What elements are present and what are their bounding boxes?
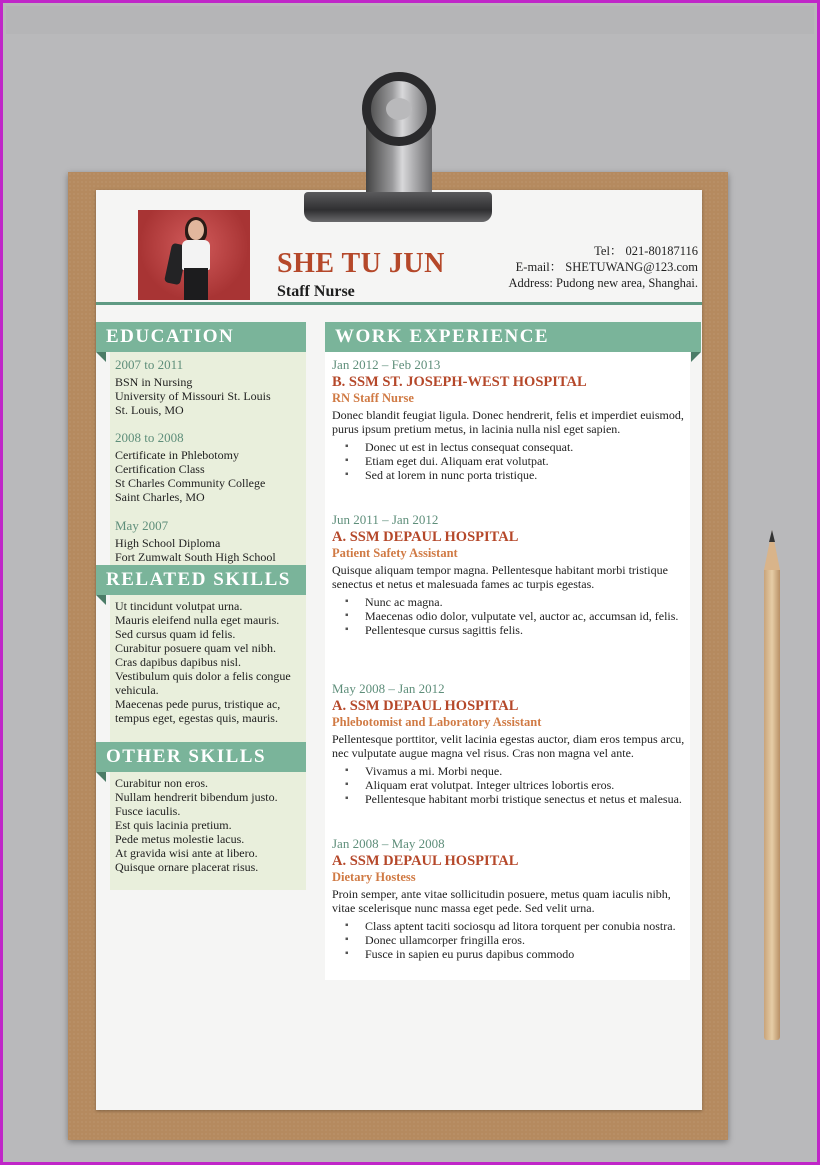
education-date: May 2007: [115, 518, 169, 533]
profile-photo: [138, 210, 250, 300]
job-bullet: ▪ Pellentesque habitant morbi tristique senectus et netus et malesua.: [365, 792, 688, 806]
education-line: Fort Zumwalt South High School: [115, 550, 276, 564]
candidate-name: SHE TU JUN: [277, 248, 445, 279]
skill-line: Curabitur posuere quam vel nibh.: [115, 641, 276, 655]
job-bullet: ▪ Pellentesque cursus sagittis felis.: [365, 623, 688, 637]
job-bullet: ▪ Sed at lorem in nunc porta tristique.: [365, 468, 688, 482]
other-skills-list: [115, 776, 305, 874]
education-line: University of Missouri St. Louis: [115, 389, 271, 403]
related-skills-heading: RELATED SKILLS: [96, 565, 306, 595]
job-date: Jan 2008 – May 2008: [332, 836, 445, 851]
job-bullet: ▪ Aliquam erat volutpat. Integer ultrices lobortis eros.: [365, 778, 688, 792]
education-date: 2008 to 2008: [115, 430, 184, 445]
skill-line: At gravida wisi ante at libero.: [115, 846, 258, 860]
ribbon-fold: [96, 595, 106, 605]
education-item: [115, 429, 300, 504]
contact-tel: Tel： 021-80187116: [594, 244, 698, 258]
ribbon-fold: [96, 352, 106, 362]
skill-line: Pede metus molestie lacus.: [115, 832, 245, 846]
skill-line: Fusce iaculis.: [115, 804, 181, 818]
job-organization: A. SSM DEPAUL HOSPITAL: [332, 853, 519, 869]
education-line: BSN in Nursing: [115, 375, 193, 389]
job-date: Jan 2012 – Feb 2013: [332, 357, 441, 372]
job-entry: [332, 511, 688, 637]
education-line: Certificate in Phlebotomy: [115, 448, 239, 462]
skill-line: Est quis lacinia pretium.: [115, 818, 232, 832]
education-line: Saint Charles, MO: [115, 490, 205, 504]
other-skills-heading: OTHER SKILLS: [96, 742, 306, 772]
binder-clip-hole: [386, 98, 412, 120]
job-title: Dietary Hostess: [332, 870, 416, 884]
skill-line: Curabitur non eros.: [115, 776, 208, 790]
job-bullet: ▪ Maecenas odio dolor, vulputate vel, auctor ac, accumsan id, felis.: [365, 609, 688, 623]
education-item: [115, 517, 300, 564]
job-organization: B. SSM ST. JOSEPH-WEST HOSPITAL: [332, 374, 587, 390]
background-top: [6, 6, 814, 34]
skill-line: Mauris eleifend nulla eget mauris.: [115, 613, 280, 627]
job-bullet: ▪ Vivamus a mi. Morbi neque.: [365, 764, 688, 778]
skill-line: Cras dapibus dapibus nisl.: [115, 655, 241, 669]
job-title: Patient Safety Assistant: [332, 546, 458, 560]
skill-line: Maecenas pede purus, tristique ac, tempus eget, egestas quis, mauris.: [115, 697, 281, 725]
job-bullet: ▪ Nunc ac magna.: [365, 595, 688, 609]
education-line: Certification Class: [115, 462, 205, 476]
education-line: High School Diploma: [115, 536, 221, 550]
contact-email: E-mail： SHETUWANG@123.com: [515, 260, 698, 274]
job-bullets: [332, 919, 688, 961]
skill-line: Vestibulum quis dolor a felis congue vehicula.: [115, 669, 291, 697]
education-line: St. Louis, MO: [115, 403, 184, 417]
binder-clip-base: [304, 192, 492, 222]
pencil-icon: [764, 530, 780, 1040]
job-description: Quisque aliquam tempor magna. Pellentesque habitant morbi tristique senectus et netus et malesuada fames ac turpis egestas.: [332, 563, 668, 591]
job-bullets: [332, 440, 688, 482]
job-bullets: [332, 595, 688, 637]
skill-line: Nullam hendrerit bibendum justo.: [115, 790, 278, 804]
contact-address: Address: Pudong new area, Shanghai.: [508, 276, 698, 290]
job-bullet: ▪ Donec ut est in lectus consequat consequat.: [365, 440, 688, 454]
education-item: [115, 356, 300, 417]
job-organization: A. SSM DEPAUL HOSPITAL: [332, 529, 519, 545]
job-description: Donec blandit feugiat ligula. Donec hendrerit, felis et imperdiet euismod, purus ipsum pretium metus, in lacinia nulla nisl eget sapien.: [332, 408, 684, 436]
job-entry: [332, 680, 688, 806]
job-date: Jun 2011 – Jan 2012: [332, 512, 439, 527]
job-description: Pellentesque porttitor, velit lacinia egestas auctor, diam eros tempus arcu, nec vulputate augue magna vel risus. Cras non magna vel ante.: [332, 732, 685, 760]
job-date: May 2008 – Jan 2012: [332, 681, 445, 696]
candidate-role: Staff Nurse: [277, 283, 355, 300]
job-entry: [332, 835, 688, 961]
job-bullets: [332, 764, 688, 806]
job-description: Proin semper, ante vitae sollicitudin posuere, metus quam iaculis nibh, vitae scelerisque nunc massa eget pede. Sed velit urna.: [332, 887, 671, 915]
header-divider: [96, 302, 702, 305]
contact-info: [508, 243, 698, 291]
related-skills-list: [115, 599, 305, 725]
job-entry: [332, 356, 688, 482]
work-experience-heading: WORK EXPERIENCE: [325, 322, 701, 352]
job-organization: A. SSM DEPAUL HOSPITAL: [332, 698, 519, 714]
ribbon-fold: [691, 352, 701, 362]
education-date: 2007 to 2011: [115, 357, 184, 372]
skill-line: Ut tincidunt volutpat urna.: [115, 599, 243, 613]
job-bullet: ▪ Class aptent taciti sociosqu ad litora torquent per conubia nostra.: [365, 919, 688, 933]
job-title: RN Staff Nurse: [332, 391, 414, 405]
job-bullet: ▪ Fusce in sapien eu purus dapibus commodo: [365, 947, 688, 961]
skill-line: Sed cursus quam id felis.: [115, 627, 236, 641]
education-heading: EDUCATION: [96, 322, 306, 352]
job-bullet: ▪ Etiam eget dui. Aliquam erat volutpat.: [365, 454, 688, 468]
skill-line: Quisque ornare placerat risus.: [115, 860, 259, 874]
education-line: St Charles Community College: [115, 476, 266, 490]
job-bullet: ▪ Donec ullamcorper fringilla eros.: [365, 933, 688, 947]
ribbon-fold: [96, 772, 106, 782]
job-title: Phlebotomist and Laboratory Assistant: [332, 715, 542, 729]
